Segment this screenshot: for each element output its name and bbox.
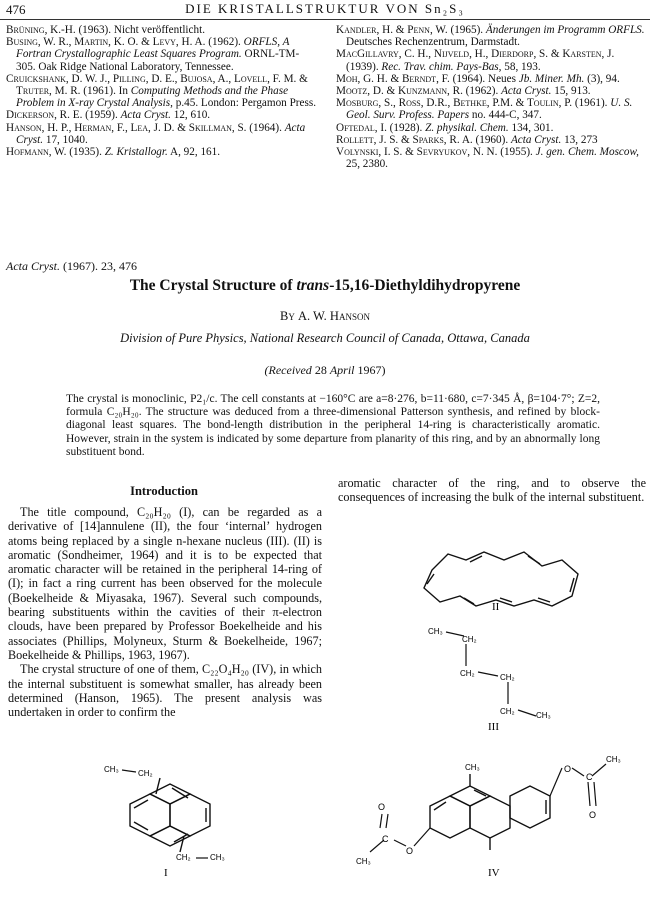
atom-label: CH₂ bbox=[138, 769, 153, 778]
journal-citation: Acta Cryst. (1967). 23, 476 bbox=[6, 259, 137, 273]
atom-label: CH₂ bbox=[500, 673, 515, 682]
structure-IV bbox=[340, 746, 640, 880]
intro-continuation: aromatic character of the ring, and to observe the consequences of increasing the bulk of the internal substituent. bbox=[338, 476, 646, 505]
atom-label: CH₃ bbox=[606, 755, 621, 764]
atom-label: CH₂ bbox=[500, 707, 515, 716]
reference: Mosburg, S., Ross, D.R., Bethke, P.M. & Toulin, P. (1961). U. S. Geol. Surv. Profess. Papers no. 444-C, 347. bbox=[336, 97, 633, 122]
byline: By A. W. Hanson bbox=[280, 309, 370, 323]
affiliation: Division of Pure Physics, National Research Council of Canada, Ottawa, Canada bbox=[120, 331, 530, 345]
atom-label: CH₃ bbox=[536, 711, 551, 720]
reference: Mootz, D. & Kunzmann, R. (1962). Acta Cryst. 15, 913. bbox=[336, 85, 591, 98]
pyrene-skeleton bbox=[130, 778, 210, 852]
atom-label: O bbox=[564, 764, 572, 774]
atom-label: CH₂ bbox=[460, 669, 475, 678]
figure-label: I bbox=[164, 867, 168, 879]
atom-label: O bbox=[589, 810, 597, 820]
reference: MacGillavry, C. H., Nijveld, H., Dierdorp, S. & Karsten, J. (1939). Rec. Trav. chim. Pays-Bas, 58, 193. bbox=[336, 48, 615, 73]
structure-III bbox=[420, 622, 570, 734]
atom-label: CH₃ bbox=[465, 763, 480, 772]
section-heading: Introduction bbox=[130, 484, 198, 498]
references-left bbox=[6, 24, 318, 158]
references-right bbox=[336, 24, 646, 170]
atom-label: CH₃ bbox=[104, 765, 119, 774]
atom-label: CH₂ bbox=[176, 853, 191, 862]
atom-label: CH₃ bbox=[428, 627, 443, 636]
atom-label: C bbox=[586, 772, 593, 782]
atom-label: CH₃ bbox=[210, 853, 225, 862]
reference: Cruickshank, D. W. J., Pilling, D. E., Bujosa, A., Lovell, F. M. & Truter, M. R. (1961). In Computing Methods and the Phase Problem in X-ray Crystal Analysis, p.45. London: Pergamon Press. bbox=[6, 72, 316, 110]
reference: Hanson, H. P., Herman, F., Lea, J. D. & Skillman, S. (1964). Acta Cryst. 17, 1040. bbox=[6, 121, 306, 146]
intro-left-column bbox=[8, 505, 322, 719]
running-header bbox=[6, 0, 644, 20]
reference: Moh, G. H. & Berndt, F. (1964). Neues Jb. Miner. Mh. (3), 94. bbox=[336, 72, 620, 85]
acetate-bonds bbox=[370, 764, 606, 852]
page-number: 476 bbox=[6, 2, 26, 17]
running-title: DIE KRISTALLSTRUKTUR VON Sn₂S₃ bbox=[185, 1, 465, 16]
reference: Busing, W. R., Martin, K. O. & Levy, H. A. (1962). ORFLS, A Fortran Crystallographic Least Squares Program. ORNL-TM-305. Oak Ridge National Laboratory, Tennessee. bbox=[6, 36, 300, 73]
reference: Hofmann, W. (1935). Z. Kristallogr. A, 92, 161. bbox=[6, 146, 221, 159]
intro-right-column bbox=[338, 476, 646, 505]
reference: Oftedal, I. (1928). Z. physikal. Chem. 134, 301. bbox=[336, 121, 554, 134]
atom-label: CH₂ bbox=[462, 635, 477, 644]
reference: Brüning, K.-H. (1963). Nicht veröffentlicht. bbox=[6, 24, 206, 36]
figure-label: III bbox=[488, 721, 499, 733]
figure-label: II bbox=[492, 601, 500, 612]
reference: Kandler, H. & Penn, W. (1965). Änderungen im Programm ORFLS. Deutsches Rechenzentrum, Darmstadt. bbox=[336, 24, 645, 49]
figure-label: IV bbox=[488, 867, 500, 879]
atom-label: O bbox=[378, 802, 386, 812]
article-title: The Crystal Structure of trans-15,16-Diethyldihydropyrene bbox=[129, 277, 521, 294]
atom-label: C bbox=[382, 834, 389, 844]
reference: Rollett, J. S. & Sparks, R. A. (1960). Acta Cryst. 13, 273 bbox=[336, 133, 598, 146]
annulene-ring bbox=[424, 552, 578, 606]
atom-label: O bbox=[406, 846, 414, 856]
reference: Volynski, I. S. & Sevryukov, N. N. (1955). J. gen. Chem. Moscow, 25, 2380. bbox=[336, 146, 639, 171]
structure-II bbox=[410, 530, 590, 612]
intro-paragraph: The title compound, C₂₀H₂₀ (I), can be regarded as a derivative of [14]annulene (II), the four ‘internal’ hydrogen atoms being replaced by a single n-hexane nucleus (III). (II) is aromatic (Sondheimer, 1964) and it is to be expected that aromatic character will be retained in the peripheral 14-ring of (I); in fact a ring current has been observed for the molecule (Boekelheide & Miyasaka, 1967). Several such compounds, bearing substituents within the cavities of their π-electron clouds, have been prepared by Professor Boekelheide and his associates (Phillips, Molyneux, Sturm & Boekelheide, 1967; Boekelheide & Phillips, 1963, 1967). bbox=[8, 505, 322, 662]
pyrene-skeleton bbox=[430, 774, 550, 850]
header-rule bbox=[0, 19, 650, 20]
atom-label: CH₃ bbox=[356, 857, 371, 866]
reference: Dickerson, R. E. (1959). Acta Cryst. 12, 610. bbox=[6, 109, 211, 122]
structure-I bbox=[100, 760, 250, 880]
abstract: The crystal is monoclinic, P2₁/c. The cell constants at −160°C are a=8·276, b=11·680, c=7·345 Å, β=104·7°; Z=2, formula C₂₀H₂₀. The structure was deduced from a three-dimensional Patterson synthesis, and refined by block-diagonal least squares. The bond-length distribution in the peripheral 14-ring is characteristically aromatic. However, strain in the system is indicated by some departure from planarity of this ring, and by an abnormally long substituent bond. bbox=[66, 393, 600, 458]
intro-paragraph: The crystal structure of one of them, C₂₂O₄H₂₀ (IV), in which the internal substituent is somewhat smaller, has already been determined (Hanson, 1965). The present analysis was undertaken in order to confirm the bbox=[8, 662, 322, 720]
received-date: (Received 28 April 1967) bbox=[264, 363, 386, 377]
